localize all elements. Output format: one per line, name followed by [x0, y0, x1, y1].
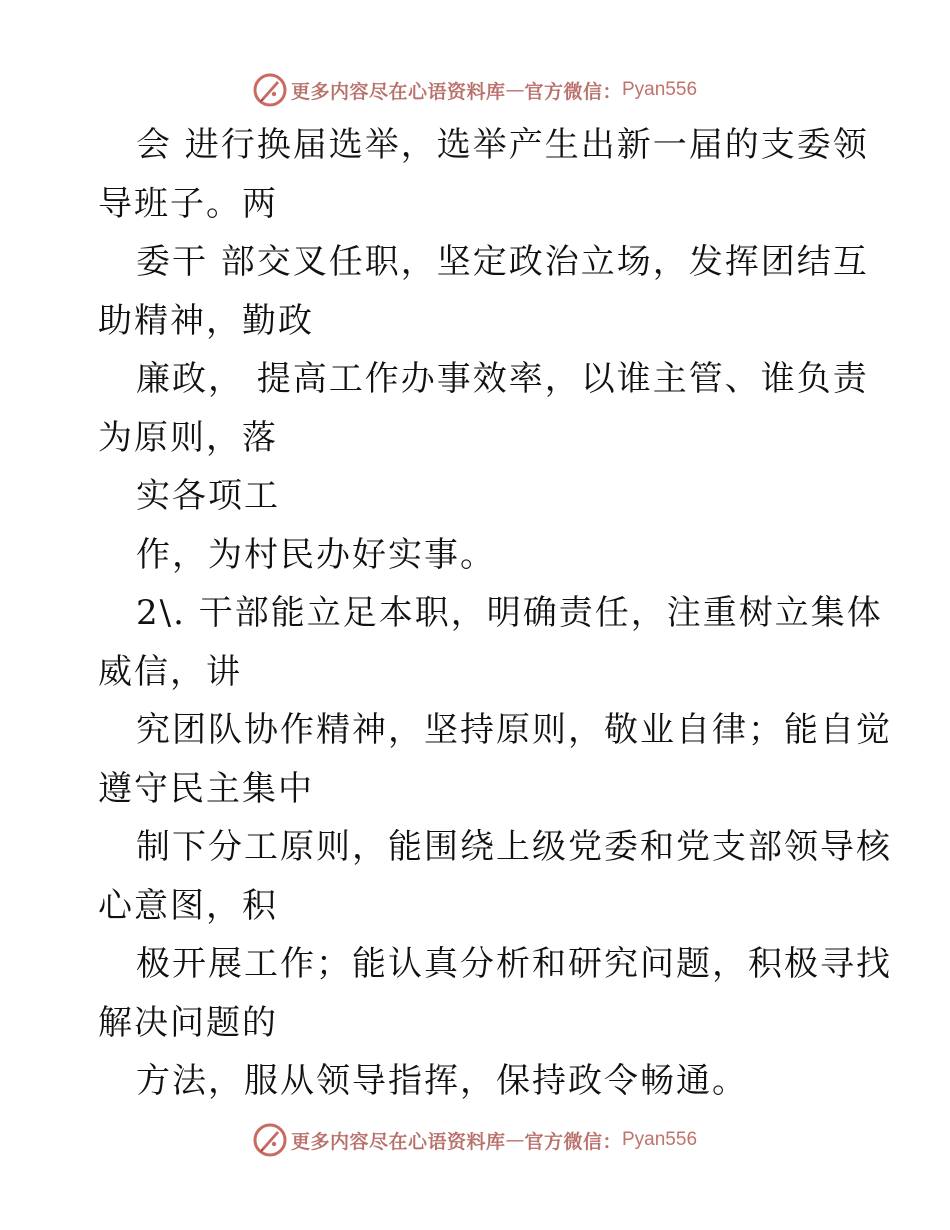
watermark-label: 官方微信： — [524, 1130, 622, 1153]
watermark-label: 官方微信： — [524, 80, 622, 103]
text-line: 廉政， 提高工作办事效率，以谁主管、谁负责 — [136, 359, 869, 399]
text-line: 实各项工 — [136, 476, 280, 516]
text-line: 极开展工作；能认真分析和研究问题，积极寻找 — [136, 944, 892, 984]
watermark-id: Pyan556 — [622, 79, 698, 100]
quill-logo-icon — [253, 1123, 287, 1157]
watermark-text: 更多内容尽在心语资料库 — [290, 80, 506, 103]
text-line: 威信，讲 — [98, 651, 242, 692]
header-watermark — [0, 70, 950, 110]
quill-logo-icon — [253, 73, 287, 107]
document-body — [98, 116, 892, 1111]
watermark-separator: — — [505, 1129, 525, 1151]
text-line: 心意图，积 — [98, 885, 278, 926]
footer-watermark — [0, 1120, 950, 1160]
text-line: 委干 部交叉任职，坚定政治立场，发挥团结互 — [136, 242, 869, 282]
text-line: 为原则，落 — [98, 417, 278, 458]
text-line: 解决问题的 — [98, 1002, 278, 1043]
text-line: 会 进行换届选举，选举产生出新一届的支委领 — [136, 125, 869, 165]
watermark-id: Pyan556 — [622, 1129, 698, 1150]
watermark-text: 更多内容尽在心语资料库 — [290, 1130, 506, 1153]
text-line: 制下分工原则，能围绕上级党委和党支部领导核 — [136, 827, 892, 867]
text-line: 遵守民主集中 — [98, 768, 314, 809]
watermark-separator: — — [505, 79, 525, 101]
text-line: 究团队协作精神，坚持原则，敬业自律；能自觉 — [136, 710, 892, 750]
text-line: 助精神，勤政 — [98, 300, 314, 341]
text-line: 导班子。两 — [98, 183, 278, 224]
text-line: 2\. 干部能立足本职，明确责任，注重树立集体 — [136, 593, 883, 633]
text-line: 方法，服从领导指挥，保持政令畅通。 — [136, 1061, 748, 1101]
text-line: 作，为村民办好实事。 — [136, 534, 496, 575]
